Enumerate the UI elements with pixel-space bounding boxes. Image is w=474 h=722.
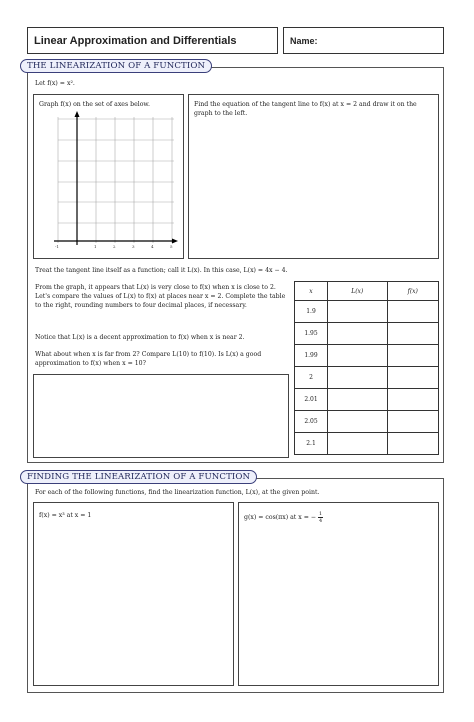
values-table xyxy=(294,281,439,455)
col-header-x: x xyxy=(295,282,328,301)
title-box xyxy=(27,27,278,54)
table-row xyxy=(295,367,439,389)
answer-box[interactable] xyxy=(33,374,289,458)
x-tick-label: 2 xyxy=(113,244,116,249)
graph-area[interactable] xyxy=(33,94,184,259)
problem1-text: f(x) = x³ at x = 1 xyxy=(39,512,92,519)
treat-line-statement: Treat the tangent line itself as a function; call it L(x). In this case, L(x) = 4x − 4. xyxy=(35,267,288,274)
worksheet-title: Linear Approximation and Differentials xyxy=(34,35,237,47)
Lx-cell[interactable] xyxy=(328,301,388,323)
problem2-function: g(x) = cos(πx) at x = − xyxy=(244,514,317,521)
col-header-fx: f(x) xyxy=(387,282,438,301)
problem2-text xyxy=(244,511,323,524)
compare-paragraph: From the graph, it appears that L(x) is very close to f(x) when x is close to 2. Let's compare the values of L(x) to f(x) at places near x = 2. Complete the table to the right, rounding numbers to four decimal places, if necessary. xyxy=(35,284,286,309)
table-row xyxy=(295,323,439,345)
x-value: 2.01 xyxy=(295,389,328,411)
Lx-cell[interactable] xyxy=(328,411,388,433)
table-header-row xyxy=(295,282,439,301)
fx-cell[interactable] xyxy=(387,411,438,433)
problem1-box[interactable] xyxy=(33,502,234,686)
let-statement: Let f(x) = x². xyxy=(35,80,75,87)
Lx-cell[interactable] xyxy=(328,367,388,389)
x-tick-label: 1 xyxy=(94,244,97,249)
x-tick-label: 4 xyxy=(151,244,154,249)
far-paragraph: What about when x is far from 2? Compare L(10) to f(10). Is L(x) a good approximation to f(x) when x = 10? xyxy=(35,351,262,367)
x-value: 1.9 xyxy=(295,301,328,323)
section2-intro: For each of the following functions, find the linearization function, L(x), at the given point. xyxy=(35,489,320,496)
fraction-numerator: 1 xyxy=(319,511,323,517)
Lx-cell[interactable] xyxy=(328,389,388,411)
coordinate-grid[interactable] xyxy=(34,95,185,260)
graph-prompt: Graph f(x) on the set of axes below. xyxy=(39,101,150,108)
Lx-cell[interactable] xyxy=(328,345,388,367)
fx-cell[interactable] xyxy=(387,433,438,455)
name-label: Name: xyxy=(290,36,318,46)
section2-heading: FINDING THE LINEARIZATION OF A FUNCTION xyxy=(20,470,257,484)
col-header-Lx: L(x) xyxy=(328,282,388,301)
x-tick-label: -1 xyxy=(55,244,59,249)
Lx-cell[interactable] xyxy=(328,323,388,345)
x-value: 2 xyxy=(295,367,328,389)
fraction-denominator: 4 xyxy=(319,518,323,524)
tangent-prompt: Find the equation of the tangent line to f(x) at x = 2 and draw it on the graph to the left. xyxy=(194,101,417,117)
x-axis-arrow xyxy=(172,239,178,244)
fx-cell[interactable] xyxy=(387,345,438,367)
section1-heading: THE LINEARIZATION OF A FUNCTION xyxy=(20,59,212,73)
fx-cell[interactable] xyxy=(387,389,438,411)
x-tick-label: 5 xyxy=(170,244,173,249)
x-value: 2.1 xyxy=(295,433,328,455)
table-row xyxy=(295,411,439,433)
x-value: 2.05 xyxy=(295,411,328,433)
Lx-cell[interactable] xyxy=(328,433,388,455)
problem2-box[interactable] xyxy=(238,502,439,686)
y-axis-arrow xyxy=(75,111,80,117)
fx-cell[interactable] xyxy=(387,367,438,389)
x-value: 1.99 xyxy=(295,345,328,367)
table-row xyxy=(295,389,439,411)
fx-cell[interactable] xyxy=(387,301,438,323)
notice-paragraph: Notice that L(x) is a decent approximation to f(x) when x is near 2. xyxy=(35,334,245,341)
name-box xyxy=(283,27,444,54)
table-row xyxy=(295,345,439,367)
table-row xyxy=(295,301,439,323)
x-value: 1.95 xyxy=(295,323,328,345)
fx-cell[interactable] xyxy=(387,323,438,345)
table-row xyxy=(295,433,439,455)
x-tick-label: 3 xyxy=(132,244,135,249)
tangent-work-area[interactable] xyxy=(188,94,439,259)
grid-lines xyxy=(58,117,174,243)
problem2-fraction xyxy=(318,511,323,524)
